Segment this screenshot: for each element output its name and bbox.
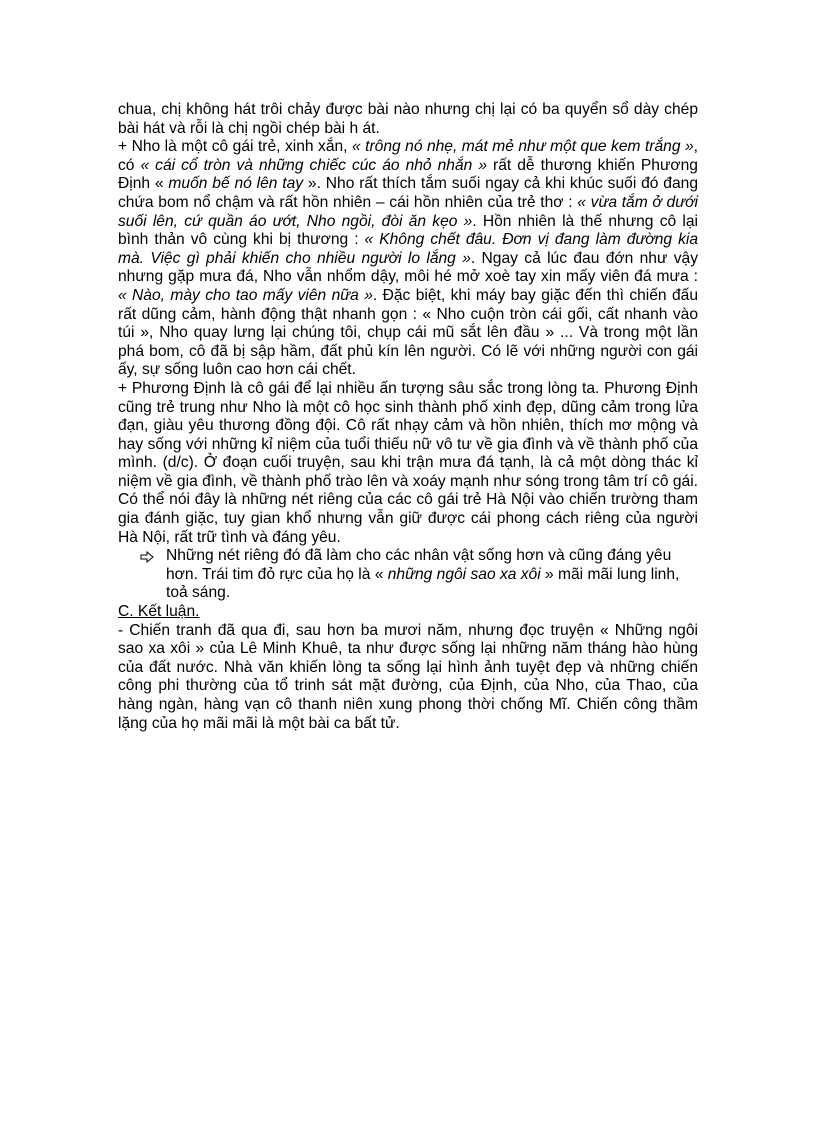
text-run: . Đặc biệt, khi máy bay giặc đến thì chiến đấu rất dũng cảm, hành động thật nhanh gọn : « Nho cuộn tròn cái gối, cất nhanh vào túi », Nho quay lưng lại chúng tôi, chụp cái mũ sắt lên đầu » ... Và trong một lần phá bom, cô đã bị sập hầm, đất phủ kín lên người. Có lẽ với những người con gái ấy, sự sống luôn cao hơn cái chết. xyxy=(118,286,699,379)
quote-italic: « Không chết đâu. Đơn vị đang làm đường kia mà. Việc gì phải khiến cho nhiều người lo lắng » xyxy=(118,231,698,267)
document-body xyxy=(118,101,698,733)
quote-italic: « vừa tắm ở dưới suối lên, cứ quần áo ướt, Nho ngồi, đòi ăn kẹo » xyxy=(118,193,698,230)
text-run: » mãi mãi lung linh, toả sáng. xyxy=(166,565,680,602)
quote-italic: « cái cổ tròn và những chiếc cúc áo nhỏ nhắn » xyxy=(140,156,487,174)
text-run: rất dễ thương khiến Phương Định « xyxy=(118,156,698,193)
text-run: . Ngay cả lúc đau đớn như vậy nhưng gặp mưa đá, Nho vẫn nhổm dậy, môi hé mở xoè tay xin mấy viên đá mưa : xyxy=(118,249,698,286)
arrow-bullet-item xyxy=(140,547,698,603)
paragraph-conclusion: - Chiến tranh đã qua đi, sau hơn ba mươi năm, nhưng đọc truyện « Những ngôi sao xa xôi » của Lê Minh Khuê, ta như được sống lại những năm tháng hào hùng của đất nước. Nhà văn khiến lòng ta sống lại hình ảnh tuyệt đẹp và những chiến công phi thường của tổ trinh sát mặt đường, của Định, của Nho, của Thao, của hàng ngàn, hàng vạn cô thanh niên xung phong thời chống Mĩ. Chiến công thầm lặng của họ mãi mãi là một bài ca bất tử. xyxy=(118,621,698,732)
quote-italic: những ngôi sao xa xôi xyxy=(387,565,541,583)
arrow-bullet-text xyxy=(166,547,698,603)
quote-italic: muốn bế nó lên tay xyxy=(168,175,304,193)
quote-italic: « trông nó nhẹ, mát mẻ như một que kem trắng » xyxy=(351,138,694,156)
paragraph-continuation: chua, chị không hát trôi chảy được bài nào nhưng chị lại có ba quyển sổ dày chép bài hát và rỗi là chị ngồi chép bài h át. xyxy=(118,101,698,137)
text-run: . Hồn nhiên là thế nhưng cô lại bình thản vô cùng khi bị thương : xyxy=(118,212,698,249)
section-heading-conclusion: C. Kết luận. xyxy=(118,603,200,621)
arrow-right-icon xyxy=(140,547,166,603)
text-run: + Nho là một cô gái trẻ, xinh xắn, xyxy=(118,138,352,156)
text-run: , có xyxy=(118,138,698,174)
paragraph-phuong-dinh: + Phương Định là cô gái để lại nhiều ấn tượng sâu sắc trong lòng ta. Phương Định cũng trẻ trung như Nho là một cô học sinh thành phố xinh đẹp, dũng cảm trong lửa đạn, giàu yêu thương đồng đội. Cô rất nhạy cảm và hồn nhiên, thích mơ mộng và hay sống với những kỉ niệm của tuổi thiếu nữ vô tư về gia đình và về thành phố của mình. (d/c). Ở đoạn cuối truyện, sau khi trận mưa đá tạnh, là cả một dòng thác kỉ niệm về gia đình, về thành phố trào lên và xoáy mạnh như sóng trong tâm trí cô gái. Có thể nói đây là những nét riêng của các cô gái trẻ Hà Nội vào chiến trường tham gia đánh giặc, tuy gian khổ nhưng vẫn giữ được cái phong cách riêng của người Hà Nội, rất trữ tình và đáng yêu. xyxy=(118,379,698,546)
text-run: Những nét riêng đó đã làm cho các nhân vật sống hơn và cũng đáng yêu hơn. Trái tim đỏ rực của họ là « xyxy=(166,547,672,583)
quote-italic: « Nào, mày cho tao mấy viên nữa » xyxy=(118,286,373,304)
paragraph-nho xyxy=(118,138,698,380)
text-run: ». Nho rất thích tắm suối ngay cả khi khúc suối đó đang chứa bom nổ chậm và rất hồn nhiên – cái hồn nhiên của trẻ thơ : xyxy=(118,175,698,211)
